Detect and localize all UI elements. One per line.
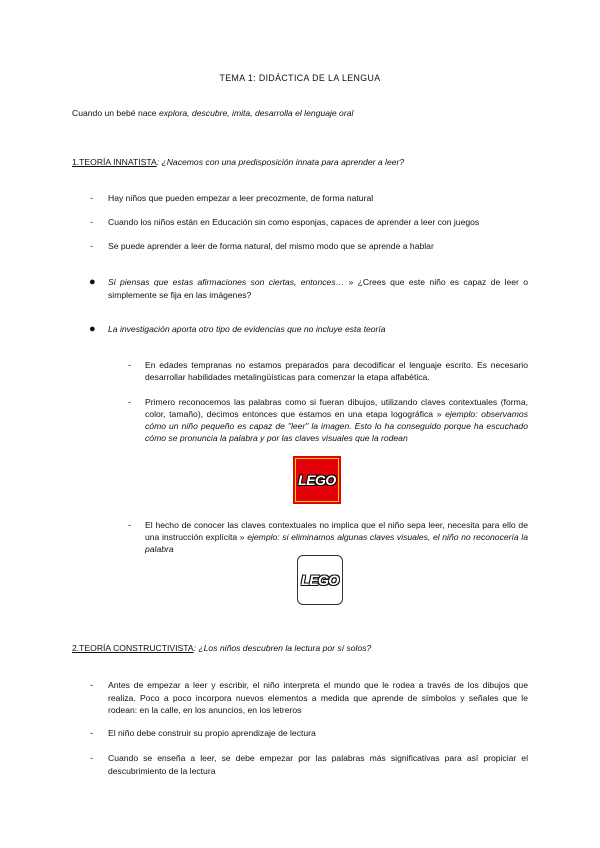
sub-item2-italic: ejemplo: observamos cómo un niño pequeño es capaz de "leer" la imagen. Esto lo ha conseguido porque ha escuchado cómo se pronuncia la palabra y por las claves visuales que la rodean [145,409,528,443]
sub-item3-plain: El hecho de conocer las claves contextuales no implica que el niño sepa leer, necesita para ello de una instrucción explícita » [145,520,528,542]
list-item: Hay niños que pueden empezar a leer precozmente, de forma natural [108,193,374,203]
dash-marker: - [128,397,131,407]
bullet2-italic: La investigación aporta otro tipo de evidencias que no incluye esta teoría [108,324,386,334]
bullet1-plain: » ¿Crees que este niño es capaz de leer o simplemente se fija en las imágenes? [108,277,528,300]
intro-italic: explora, descubre, imita, desarrolla el lenguaje oral [158,108,354,118]
dash-marker: - [90,753,93,763]
dash-marker: - [128,520,131,530]
intro-plain: Cuando un bebé nace [72,108,159,118]
bullet-item [108,276,528,301]
sub-item: En edades tempranas no estamos preparados para decodificar el lenguaje escrito. Es necesario desarrollar habilidades metalingüísticas para comenzar la etapa alfabética. [145,360,528,382]
sub-item3-italic: ejemplo: si eliminamos algunas claves visuales, el niño no reconocería la palabra [145,532,528,554]
intro-paragraph [72,108,542,118]
dash-marker: - [90,680,93,690]
section2-title: 2.TEORÍA CONSTRUCTIVISTA [72,643,194,653]
section2-question: : ¿Los niños descubren la lectura por sí solos? [193,643,372,653]
list-item: Cuando los niños están en Educación sin como esponjas, capaces de aprender a leer con juegos [108,217,480,227]
lego-logo-outline-text: LEGO [301,572,339,588]
page-title: TEMA 1: DIDÁCTICA DE LA LENGUA [219,73,381,83]
bullet-dot: ● [89,276,96,288]
section2-heading [72,643,542,653]
bullet-item [108,323,528,336]
list-item: Se puede aprender a leer de forma natural, del mismo modo que se aprende a hablar [108,241,434,251]
section1-title: 1.TEORÍA INNATISTA [72,157,157,167]
sub-item [145,519,528,555]
section1-heading [72,157,542,167]
bullet-dot: ● [89,323,96,335]
lego-logo-outline [297,555,343,605]
bullet1-italic: Si piensas que estas afirmaciones son ciertas, entonces… [108,277,345,287]
sub-item [145,396,528,444]
list-item: El niño debe construir su propio aprendizaje de lectura [108,728,316,738]
section1-question: : ¿Nacemos con una predisposición innata para aprender a leer? [156,157,405,167]
dash-marker: - [128,360,131,370]
dash-marker: - [90,217,93,227]
list-item: Antes de empezar a leer y escribir, el niño interpreta el mundo que le rodea a través de los dibujos que realiza. Poco a poco incorpora nuevos elementos a medida que aprende de símbolos y señales que le rodean: en la calle, en los anuncios, en los letreros [108,680,528,715]
dash-marker: - [90,193,93,203]
lego-logo-text: LEGO [298,472,336,488]
lego-logo-red [293,456,341,504]
dash-marker: - [90,241,93,251]
list-item: Cuando se enseña a leer, se debe empezar por las palabras más significativas para así propiciar el descubrimiento de la lectura [108,753,528,776]
sub-item2-plain: Primero reconocemos las palabras como si fueran dibujos, utilizando claves contextuales (forma, color, tamaño), decimos entonces que estamos en una etapa logográfica » [145,397,528,419]
dash-marker: - [90,728,93,738]
